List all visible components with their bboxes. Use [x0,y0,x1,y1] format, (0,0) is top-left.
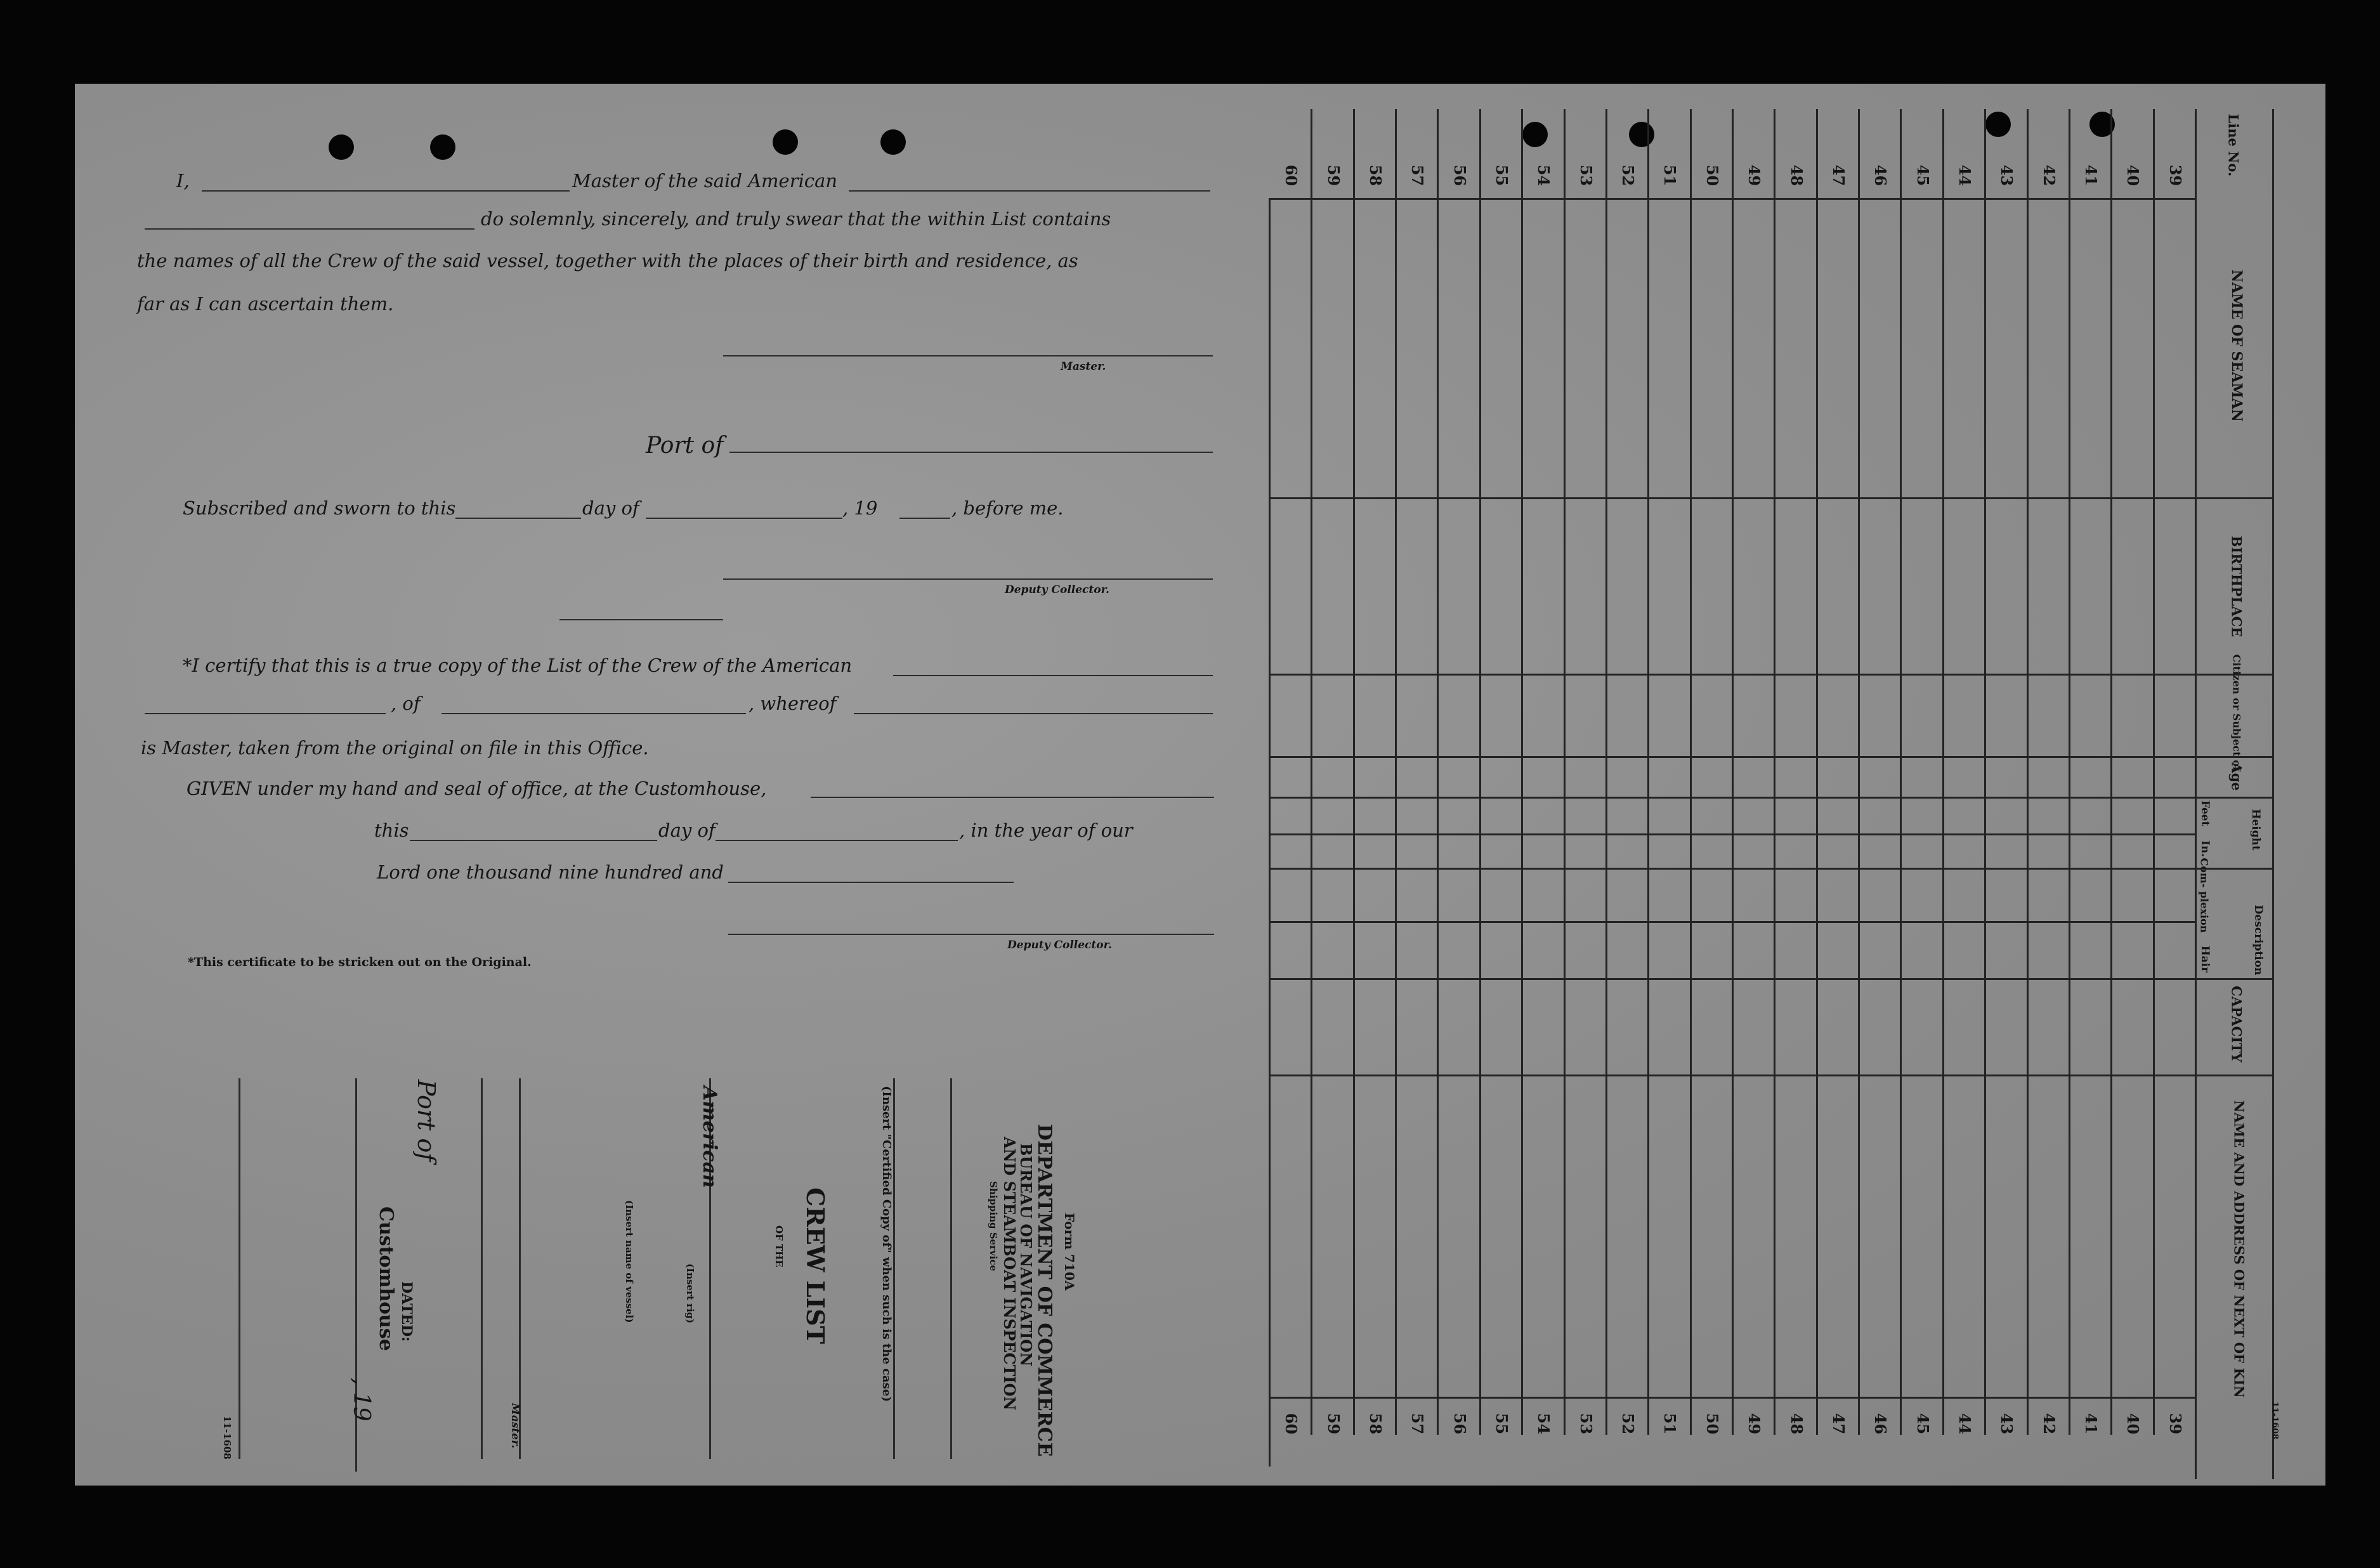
line-number-top: 52 [1619,164,1638,186]
docket-insert-vessel: (Insert name of vessel) [624,1200,635,1323]
line-number-top: 41 [2082,164,2101,186]
oath-line4: far as I can ascertain them. [137,293,394,315]
grid-column-divider [2153,109,2155,1435]
docket-master: Master. [509,1403,521,1449]
line-number-bottom: 48 [1787,1413,1806,1435]
grid-column-divider [1311,109,1312,1435]
line-number-top: 49 [1745,164,1764,186]
grid-column-divider [1479,109,1481,1435]
certify-of: , of [391,693,421,714]
grid-column-divider [1816,109,1818,1435]
line-number-bottom: 42 [2039,1413,2058,1435]
given-this: this [374,820,409,841]
docket-insert-certified: (Insert "Certified Copy of" when such is the case) [880,1086,893,1402]
line-number-bottom: 43 [1998,1413,2017,1435]
docket-port-of: Port of [412,1080,440,1162]
docket-american: American [698,1086,721,1188]
grid-code: 11-1608 [2270,1401,2280,1440]
grid-column-divider [1690,109,1692,1435]
line-number-bottom: 44 [1956,1413,1975,1435]
line-number-bottom: 54 [1534,1413,1553,1435]
grid-column-divider [2069,109,2070,1435]
line-number-top: 44 [1956,164,1975,186]
subscribed-d: , before me. [951,497,1064,519]
grid-column-divider [1521,109,1523,1435]
docket-crew-list: CREW LIST [801,1187,830,1344]
line-number-top: 42 [2039,164,2058,186]
header-capacity: CAPACITY [2228,986,2245,1062]
line-number-top: 45 [1913,164,1932,186]
deputy-collector-1: Deputy Collector. [1005,584,1109,596]
grid-column-divider [1732,109,1734,1435]
line-number-top: 39 [2166,164,2185,186]
line-number-bottom: 60 [1282,1413,1301,1435]
line-number-bottom: 41 [2082,1413,2101,1435]
docket-service: Shipping Service [988,1181,999,1272]
port-of-label: Port of [646,433,724,459]
line-number-top: 48 [1787,164,1806,186]
line-number-top: 54 [1534,164,1553,186]
subscribed-a: Subscribed and sworn to this [183,497,456,519]
line-number-top: 53 [1576,164,1595,186]
given-line1: GIVEN under my hand and seal of office, at the Customhouse, [186,778,767,799]
subscribed-c: , 19 [842,497,878,519]
grid-column-divider [1774,109,1775,1435]
grid-column-divider [1858,109,1860,1435]
oath-line2: do solemnly, sincerely, and truly swear that the within List contains [481,208,1111,230]
crew-list-sheet [75,84,2325,1486]
oath-line1-b: Master of the said American [572,170,838,192]
line-number-bottom: 53 [1576,1413,1595,1435]
line-number-top: 47 [1829,164,1848,186]
master-signature-label: Master. [1061,360,1106,373]
grid-column-divider [1395,109,1397,1435]
punch-hole [880,129,906,155]
line-number-top: 60 [1282,164,1301,186]
line-number-top: 59 [1324,164,1343,186]
line-number-bottom: 51 [1661,1413,1680,1435]
header-line-no: Line No. [2225,114,2242,177]
header-description: Description [2252,905,2265,976]
header-inches: In. [2199,840,2211,858]
header-hair: Hair [2199,945,2211,973]
grid-column-divider [1942,109,1944,1435]
given-lord: Lord one thousand nine hundred and [377,861,724,883]
line-number-bottom: 58 [1366,1413,1385,1435]
certify-line3: is Master, taken from the original on file in this Office. [141,737,649,759]
given-day-of: day of [658,820,716,841]
header-citizen: Citizen or Subject of [2230,654,2243,771]
line-number-bottom: 57 [1408,1413,1427,1435]
subscribed-b: day of [582,497,639,519]
line-number-top: 55 [1493,164,1512,186]
header-age: Age [2228,762,2245,791]
line-number-bottom: 39 [2166,1413,2185,1435]
given-year: , in the year of our [959,820,1133,841]
line-number-bottom: 52 [1619,1413,1638,1435]
certify-whereof: , whereof [749,693,837,714]
line-number-top: 51 [1661,164,1680,186]
docket-of-the: OF THE [773,1225,785,1267]
line-number-bottom: 56 [1450,1413,1469,1435]
docket-customhouse: Customhouse [375,1206,397,1351]
header-name-of-seaman: NAME OF SEAMAN [2228,270,2245,422]
footnote: *This certificate to be stricken out on the Original. [188,955,532,969]
header-complexion: Com- plexion [2198,858,2211,933]
oath-line1-a: I, [176,170,190,192]
grid-column-divider [1605,109,1607,1435]
grid-column-divider [2110,109,2112,1435]
line-number-bottom: 46 [1871,1413,1890,1435]
line-number-top: 40 [2124,164,2143,186]
line-number-top: 58 [1366,164,1385,186]
docket-dated: DATED: [398,1281,415,1342]
line-number-top: 50 [1703,164,1722,186]
deputy-collector-2: Deputy Collector. [1007,939,1112,951]
oath-line3: the names of all the Crew of the said vessel, together with the places of their birth and residence, as [137,250,1078,271]
grid-column-divider [1900,109,1902,1435]
header-next-of-kin: NAME AND ADDRESS OF NEXT OF KIN [2231,1100,2247,1398]
docket-bureau1: BUREAU OF NAVIGATION [1017,1143,1035,1367]
header-height: Height [2249,809,2262,851]
grid-column-divider [1647,109,1649,1435]
grid-column-divider [1353,109,1355,1435]
docket-dept: DEPARTMENT OF COMMERCE [1033,1124,1056,1457]
punch-hole [773,129,798,155]
line-number-bottom: 40 [2124,1413,2143,1435]
header-feet: Feet [2199,800,2211,826]
line-number-bottom: 47 [1829,1413,1848,1435]
certify-line1: *I certify that this is a true copy of the List of the Crew of the American [183,655,853,676]
docket-code: 11-1608 [221,1416,233,1460]
docket-nineteen: , 19 [348,1378,374,1421]
header-birthplace: BIRTHPLACE [2228,535,2245,637]
docket-form-no: Form 710A [1062,1213,1077,1291]
punch-hole [430,134,455,160]
line-number-bottom: 49 [1745,1413,1764,1435]
grid-column-divider [1437,109,1439,1435]
grid-column-divider [1984,109,1986,1435]
punch-hole [329,134,354,160]
line-number-bottom: 55 [1493,1413,1512,1435]
grid-column-divider [1564,109,1566,1435]
docket-bureau2: AND STEAMBOAT INSPECTION [1000,1137,1019,1411]
grid-column-divider [2027,109,2029,1435]
crew-grid [1262,109,2280,1479]
line-number-top: 57 [1408,164,1427,186]
line-number-top: 56 [1450,164,1469,186]
line-number-top: 43 [1998,164,2017,186]
docket-insert-rig: (Insert rig) [684,1264,696,1324]
line-number-top: 46 [1871,164,1890,186]
line-number-bottom: 59 [1324,1413,1343,1435]
line-number-bottom: 50 [1703,1413,1722,1435]
line-number-bottom: 45 [1913,1413,1932,1435]
